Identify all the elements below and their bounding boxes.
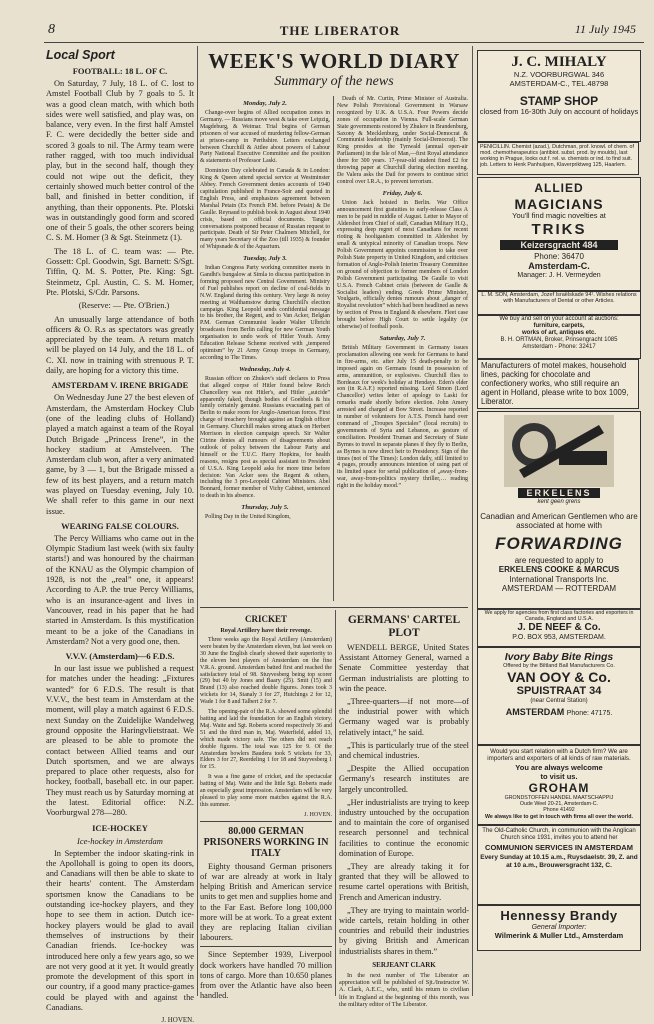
erkelens-logo: ERKELENS — [518, 488, 600, 498]
ad-magicians — [477, 177, 641, 291]
neef-name: J. DE NEEF & Co. — [517, 622, 601, 634]
cricket-subheading: Royal Artillery have their revenge. — [220, 627, 312, 634]
diary-day: Tuesday, July 3. — [243, 255, 287, 263]
hennessy-line1: General Importer: — [531, 923, 587, 931]
diary-entry: British Military Government in Germany issues proclamation allowing one week for Germans to hand in fire-arms, etc. after July 15 death-penalty to be imposed again on Germans found in possession of arms, ammunition, or explosives. Churchill flies to Bordeaux for week's holiday at Hendaye. Eden's elder son (in R.A.F.) reported missing. Lord Simon (Lord Chancellor) writes letter of apology to Laski for remarks made shortly before election. John Amery arrested and charged at Bow Street. Increase reported in number of volunteers for A.T.S. French hand over command of „Troupes Speciales” (local recruits) to governments of Syria and Lebanon, as gesture of conciliation. President Truman and Secretary of State Byrnes to travel in separate planes if they fly to Berlin, as Byrnes is now direct heir to Presidency. Sign of the times (not of The Times): London daily, still limited to 4 pages, proudly announces intention of using part of its limited space for serial publication of „away-from-war, away-from-politics mystery thriller,… reading right in the holiday mood.” — [337, 345, 468, 490]
cricket-para: The opening-pair of the R.A. showed some splendid batting and laid the foundation for an English victory. Maj. Waite and Sgt. Roberts scored respectively 36 and 51 and the third man in, Maj. Waterfield, added 13, which made victory safe. The others did not reach double figures. The total was 125 for 9. Of the Amsterdam bowlers Baudera took 5 wickets for 33, Elders 3 for 27, Reerdeling 1 for 18 and Stuyvesberg 1 for 15. — [200, 709, 332, 771]
ad-manufacturers — [477, 359, 639, 409]
neef-box: P.O. BOX 953, AMSTERDAM. — [512, 633, 606, 641]
ice-hockey-heading: ICE-HOCKEY — [92, 822, 148, 833]
magicians-tagline: You'll find magic novelties at — [512, 210, 606, 220]
magicians-phone: Phone: 36470 — [534, 252, 584, 262]
groham-line4: GRONDSTOFFEN HANDEL MAATSCHAPPIJ — [504, 795, 614, 802]
ice-hockey-para: In September the indoor skating-rink in the Apollohall is going to open its doors, and Canadians will then be able to skate to their hearts' content. The Amsterdam sportsmen know the Canadians to be outstanding ice-hockey players, and they hope to see them in action. Dutch ice-hockey players would be glad to avail themselves of instructions by their Canadian friends. Ice-hockey was introduced here only a few years ago, so we are not very good at it yet. It would greatly promote the development of this sport in our country, if a good many practice-games could be played with and against the Canadians. — [46, 848, 194, 1013]
diary-rule — [333, 96, 334, 601]
cartel-para: WENDELL BERGE, United States Assistant Attorney General, warned a Senate Committee yesterday that German industrialists are plotting to win the peace. — [339, 643, 469, 693]
cricket-column — [200, 610, 332, 1001]
diary-day: Thursday, July 5. — [241, 504, 289, 512]
vvv-para: In our last issue we published a request for matches under the heading: „Fixtures wanted” for 6 F.D.S. The result is that V.V.V., the best team in Amsterdam at the moment, will play a match against 6 F.D.S. next Sunday on the Zuidelijke Wandelweg ground opposite the Haringvlietstraat. We are pleased to be able to promote the contact between Allied teams and our Dutch sportsmen, and we are always prepared to place other requests, also for hockey, football, baseball etc. in our paper. They must reach us by Saturday morning at the latest. Editorial office: N.Z. Voorburgwal 278—280. — [46, 664, 194, 818]
cricket-para: It was a fine game of cricket, and the spectacular batting of Maj. Waite and the little Sgt. Roberts made an especially great impression. Amsterdam will be very pleased to play some more matches against the R.A. this summer. — [200, 774, 332, 808]
diary-day: Saturday, July 7. — [379, 335, 426, 342]
groham-line3: to visit us. — [540, 771, 578, 781]
groham-line1: Would you start relation with a Dutch firm? We are importers and exporters of all kinds of raw materials. — [487, 748, 631, 763]
diary-title: WEEK'S WORLD DIARY — [208, 49, 460, 73]
ortman-line3: works of art, antiques etc. — [521, 329, 597, 336]
column-rule — [472, 46, 473, 996]
church-line2: Every Sunday at 10.15 a.m., Ruysdaelstr. 39, Z. and at 10 a.m., Brouwersgracht 132, C. — [480, 854, 638, 869]
ad-ortman — [477, 315, 641, 359]
local-sport-column — [46, 46, 194, 1024]
erkelens-emblem-icon — [504, 415, 614, 487]
diary-column-a — [200, 96, 330, 604]
hennessy-line2: Wilmerink & Muller Ltd., Amsterdam — [494, 930, 624, 940]
sport-byline: J. HOVEN. — [161, 1016, 194, 1024]
diary-subtitle: Summary of the news — [274, 74, 394, 89]
vanooy-city: AMSTERDAM — [505, 707, 565, 717]
cartel-heading: GERMANS' CARTEL PLOT — [347, 614, 461, 639]
prisoners-para: Eighty thousand German prisoners of war are already at work in Italy helping British and American service units to get men and supplies home and to the Far East. Before long 100,000 more will be at work. To a great extent they are replacing Italian civilian labourers. — [200, 861, 332, 943]
ortman-line5: Amsterdam - Phone: 32417 — [522, 343, 596, 350]
magicians-line1: ALLIED — [534, 181, 584, 195]
column-rule — [197, 46, 198, 996]
cartel-para: „Three-quarters—if not more—of the industrial power with which Germany waged war is probably relatively intact,” he said. — [339, 697, 469, 737]
diary-entry: Death of Mr. Curtin, Prime Minister of Australia. New Polish Provisional Government in Warsaw recognized by U.K. & U.S.A. Four Powers decide zones of occupation in Vienna. Full-scale German State governments restored by Zhukov in Brandenburg, Saxony & Mecklenburg, under Social-Democrat & Communist leadership (mainly Social-Democrat). The King presides at the Tynwald (annual open-air Parliament) in the Isle of Man,—first Royal attendance there for 300 years. 17-year-old student fined £2 for throwing paper at Churchill during election meeting. De Valera asks the Dail for powers to continue strict control over I.R.A., to prevent terrorism. — [337, 96, 468, 185]
cricket-byline: J. HOVEN. — [304, 811, 332, 818]
erkelens-tag: kent geen grens — [537, 499, 581, 506]
ad-vanooy — [477, 647, 641, 745]
diary-bottom-rule — [200, 607, 468, 608]
cartel-para: „This is particularly true of the steel and chemical industries. — [339, 740, 469, 761]
vanooy-phone: Phone: 47175. — [566, 710, 613, 717]
ad-groham — [477, 745, 641, 825]
vanooy-ivory: Ivory Baby Bite Rings — [504, 651, 614, 663]
cartel-para: „Her industrialists are trying to keep industry untouched by the occupation and to maintain the core of organised research personnel and technical facilities to continue the economic domination of Europe. — [339, 797, 469, 858]
groham-line7: We always like to get in touch with firms all over the world. — [485, 813, 633, 820]
world-diary — [200, 46, 468, 606]
ortman-line2: furniture, carpets, — [533, 322, 585, 329]
diary-entry: Dominion Day celebrated in Canada & in London: King & Queen attend special service at Westminster Abbey. French Government denies accounts of 1940 capitulation published in France-Soir and quoted in English Press, and emphasizes agreement between Marshal Petain (Ex French P.M. before Petain) & De Gaulle. Reynaud to publish book in August about 1940 crisis, based on official documents. Tangier conversations postponed because of Russian request to participate. Death of Sir Peter Chalmers Mitchell, for many years Secretary of the Zoo (till 1935) & founder of Whipsnade & of the Aquarium. — [200, 168, 330, 251]
football-para: (Reserve: — Pte. O'Brien.) — [78, 301, 170, 311]
cartel-column — [339, 610, 469, 1008]
hockey-para: On Wednesday June 27 the best eleven of Amsterdam, the Amsterdam Hockey Club (one of the leading clubs of Holland) played a match against a team of the Royal Dutch Brigade „Princess Irene”, in the hockey stadium at Amstelveen. The Amsterdam club won, after a very animated game, by 3 — 1, but the Brigade missed a few of its best players, and a return match was played on Tuesday evening, July 10. We shall refer to this game in our next issue. — [46, 393, 194, 516]
cricket-para: Three weeks ago the Royal Artillery (Amsterdam) were beaten by the Amsterdam eleven, but last week on 30 June the English clearly showed their superiority to the eleven best players of Amsterdam on the fine V.R.A. ground. Amsterdam batted first and reached the satisfactory total of 98. Stuyvesberg being top scorer (29) but 40 by Jones and Baary (25). Smit (15) and Brand (13) also reached double figures. Jones took 3 wickets for 14, Stanaly 3 for 27, Hutchings 2 for 12, Wade 1 for 8 and Talbert 2 for 7. — [200, 637, 332, 706]
erkelens-company: ERKELENS COOKE & MARCUS — [498, 565, 620, 575]
masthead-title: THE LIBERATOR — [279, 23, 401, 38]
magicians-manager: Manager: J. H. Vermeyden — [517, 271, 601, 279]
erkelens-line2: are requested to apply to — [514, 556, 604, 566]
groham-name: GROHAM — [528, 780, 590, 795]
ad-son — [477, 291, 641, 315]
erkelens-intro: Canadian and American Gentlemen who are associated at home with — [480, 512, 638, 531]
mihaly-name: J. C. MIHALY — [511, 54, 607, 70]
page-header — [40, 20, 640, 42]
mihaly-closed: closed from 16-30th July on account of holidays — [479, 107, 639, 117]
clark-heading: SERJEANT CLARK — [372, 960, 436, 969]
erkelens-city: AMSTERDAM — ROTTERDAM — [501, 583, 617, 593]
page-number: 8 — [48, 22, 55, 37]
ortman-line1: We buy and sell on your account at auctions: — [499, 316, 619, 322]
diary-entry: Union Jack hoisted in Berlin. War Office announcement first gratuities to early-release Class A men to be paid in middle of August. Letter to Mayor of Aldershot from Chief of staff, Canadian Military H.Q., expressing deep regret of most Canadians for recent rioting & hooliganism committed in Aldershot by small & untypical minority of Canadian troops. New Polish Government appoints commission to take over Polish State property in United Kingdom, and criticises formation of Anglo-Polish Interim Treasury Committee on ground of objection to former members of London Polish Government participating. De Gaulle to visit U.S.A. French Cabinet crisis (between de Gaulle & Socialist leaders) ending. Greek Prime Minister, Voulgaris, officially denies rumours about „danger of Royalist revolution” which had been headlined as news by section of Press in England & elsewhere. Fleet case brought before High Court to settle legality (or otherwise) of football pools. — [337, 199, 468, 331]
magicians-brand: TRIKS — [531, 220, 587, 238]
cartel-para: „Despite the Allied occupation Germany's research institutes are largely uncontrolled. — [339, 764, 469, 794]
divider — [200, 946, 332, 947]
vanooy-near: (near Central Station) — [530, 698, 588, 705]
magicians-line2: MAGICIANS — [514, 195, 604, 212]
cartel-para: „They are trying to maintain world-wide cartels, retain holding in other countries and rebuild their industries by giving British and American industrialists shares in them.” — [339, 905, 469, 956]
church-title: COMMUNION SERVICES IN AMSTERDAM — [485, 842, 633, 852]
ad-penicillin — [477, 142, 639, 175]
hennessy-name: Hennessy Brandy — [500, 908, 618, 923]
church-line1: The Old-Catholic Church, in communion with the Anglican Church since 1931, invites you to attend her — [482, 828, 636, 841]
ice-hockey-subheading: Ice-hockey in Amsterdam — [77, 835, 163, 846]
mihaly-address: N.Z. VOORBURGWAL 346 — [513, 70, 605, 80]
vanooy-offered: Offered by the Biltland Ball Manufacturers Co. — [503, 663, 615, 670]
colours-heading: WEARING FALSE COLOURS. — [61, 520, 179, 531]
diary-entry: Change-over begins of Allied occupation zones in Germany. — Russians move west & take over Leipzig, Magdeburg, & Weimar. Trial begins of German prisoners of war accused of murdering fellow-German at prison-camp in Perthshire. Letters exchanged between Churchill & Attlee about powers of Labour Party National Executive Committee and the position & statements of Professor Laski. — [200, 110, 330, 165]
colours-para: The Percy Williams who came out in the Olympic Stadium last week (with six faulty starts!) and was honoured by the chairman of the KNAU as the Olympic champion of 1928, is not the „real” one, it appears! According to A.P. the true Percy Williams, who is an insurance-agent and lives in Vancouver, read in his paper that he had started in Amsterdam. Is this mystification meant to be a joke of the Canadians in Amsterdam? Not a very good one, then. — [46, 533, 194, 646]
football-para: On Saturday, 7 July, 18 L. of C. lost to Amstel Football Club by 7 goals to 5. It was a good clean match, with which both sides were well satisfied, and play was, on balance, very even. In the first half Amstel F. C. were decidedly the better side and scored 3 goals to nil. The Army team were rather ragged, with too much individual play, but in the second half, though they could not wipe out the deficit, they certainly showed much better control of the ball, and finished in better condition, if anything, than their opponents. Pte. Plotski was in outstandingly good form and scored one of their 5 goals, the other scorers being C. S. M. Homer (3 & Sgt. Steinmetz (1). — [46, 79, 194, 243]
vanooy-name: VAN OOY & Co. — [507, 669, 611, 686]
diary-day: Monday, July 2. — [243, 100, 287, 107]
cricket-heading: CRICKET — [244, 614, 287, 624]
diary-column-b — [337, 96, 468, 604]
vvv-heading: V.V.V. (Amsterdam)—6 F.D.S. — [65, 651, 175, 662]
issue-date: 11 July 1945 — [574, 22, 636, 36]
erkelens-forwarding: FORWARDING — [495, 533, 623, 553]
ad-neef — [477, 609, 641, 647]
football-heading: FOOTBALL: 18 L. OF C. — [72, 66, 168, 76]
header-rule — [44, 42, 644, 43]
prisoners-heading: 80.000 GERMAN PRISONERS WORKING IN ITALY — [203, 825, 329, 859]
prisoners-para: Since September 1939, Liverpool dock workers have handled 70 million tons of cargo. More than 10.650 planes from over the Atlantic have also been handled. — [200, 950, 332, 1001]
ad-erkelens — [477, 411, 641, 609]
diary-day: Wednesday, July 4. — [239, 365, 291, 373]
groham-line6: Phone 41492 — [543, 807, 575, 814]
ortman-line4: B. H. ORTMAN, Broker, Prinsengracht 1085 — [500, 336, 618, 343]
groham-line2: You are always welcome — [515, 763, 603, 773]
cartel-para: „They are already taking it for granted that they will be allowed to resume cartel operations with British, French and American industry. — [339, 862, 469, 902]
football-para: The 18 L. of C. team was: — Pte. Gossett: Cpl. Goodwin, Sgt. Barnett: S/Sgt. Tiffin, Q. M. S. Potter, Pte. King: Sgt. Steinmetz, Cpl. Austin, C. S. M. Homer, Pte. Plotski, S/Cdr. Parsons. — [46, 246, 194, 297]
magicians-city: Amsterdam-C. — [528, 261, 590, 272]
mihaly-city: AMSTERDAM-C., TEL.48798 — [509, 78, 609, 88]
divider — [200, 821, 332, 822]
ad-mihaly — [477, 50, 641, 142]
ad-hennessy — [477, 905, 641, 951]
groham-line5: Oude Weel 20-21, Amsterdam-C. — [519, 801, 599, 808]
son-text: L. M. SON, Amsterdam, Jozef Israëlskade 94¹. Wishes relations with Manufacturers of Dental or other Articles. — [481, 292, 637, 305]
diary-day: Friday, July 6. — [382, 189, 423, 197]
manufacturers-text: Manufacturers of motel makes, household lines, packing for chocolate and confectionery works, who still require an agent in Holland, please write to box 1009, Liberator. — [481, 361, 629, 406]
hockey-heading: AMSTERDAM V. IRENE BRIGADE — [51, 380, 189, 391]
diary-entry: Polling Day in the United Kingdom, — [205, 514, 291, 521]
ad-church — [477, 825, 641, 905]
diary-entry: Indian Congress Party working committee meets in Gandhi's bungalow at Simla to discuss participation in forming proposed new Central Government. Ministry of Fuel publishes report on decline of coal-fields in N.W. England during this century. Very large & noisy meeting at Walthamstow during Churchill's election campaign. King Leopold sends confidential message to his brother, the Regent, and to Van Acker, Belgian P.M. German Communist leader Walter Ulbricht broadcasts from Berlin calling for new German Youth organisation to undo work of Hitler Youth. Army Education Release Scheme received with „tempered optimism” by 21 Army Group troops in Germany, according to The Times. — [200, 265, 330, 361]
football-para: An unusually large attendance of both officers & O. R.s as spectators was greatly appreciated by the team. A return match will be played on 14 July, and the 18 L. of C. XI. now in training with strenuous P. T. daily, are hoping for a victory this time. — [46, 314, 194, 376]
magicians-address: Keizersgracht 484 — [500, 240, 618, 250]
erkelens-line3: International Transports Inc. — [509, 574, 609, 584]
mihaly-stamp: STAMP SHOP — [519, 93, 599, 108]
diary-entry: Russian officer on Zhukov's staff declares to Press that alleged corpse of Hitler found below Reich Chancellery was not Hitler's, and Hitler „suicide” apparently faked, though bodies of Goebbels & his family certainly genuine. Russians evacuating part of Berlin to make room for Anglo-American forces. First charge of treachery brought against an English officer in Germany. Churchill makes strong attack on Herbert Morrison in election campaign speech. Sir Walter Citrine denies all rumours of disagreements about outlook of policy between the Labour Party and himself or the T.U.C. Harry Hopkins, for health reasons, resigns post as special assistant to President of U.S.A. King Leopold asks for more time before decision: Van Acker sees the Regent & others, including the 3 pro-Leopold Cabinet Ministers. Abel Bonnard, former member of Vichy Cabinet, sentenced to death in his absence. — [200, 375, 330, 500]
neef-intro: We apply for agencies from first class factories and exporters in Canada, England and U.S.A. — [484, 610, 634, 623]
vanooy-street: SPUISTRAAT 34 — [516, 685, 602, 698]
clark-para: In the next number of The Liberator an appreciation will be published of Sjt./Instructor W. A. Clark, A.E.C., who, until his return to civilian life in England at the beginning of this month, was the military editor of The Liberator. — [339, 971, 469, 1008]
section-heading-local-sport: Local Sport — [46, 48, 115, 62]
penicillin-text: PENICILLIN. Chemist (azad.), Dutchman, prof. knowl. of chem. of mod. chemotherapeutics (antibiot. subst. prod. by moulds), last working in Prague, looks out f. rel. w. chemists or ind. to find suit. job. Letters to Henk Panhuijsen, Klaverpriktweg 125, Haarlem. — [480, 144, 634, 169]
column-rule — [335, 610, 336, 996]
